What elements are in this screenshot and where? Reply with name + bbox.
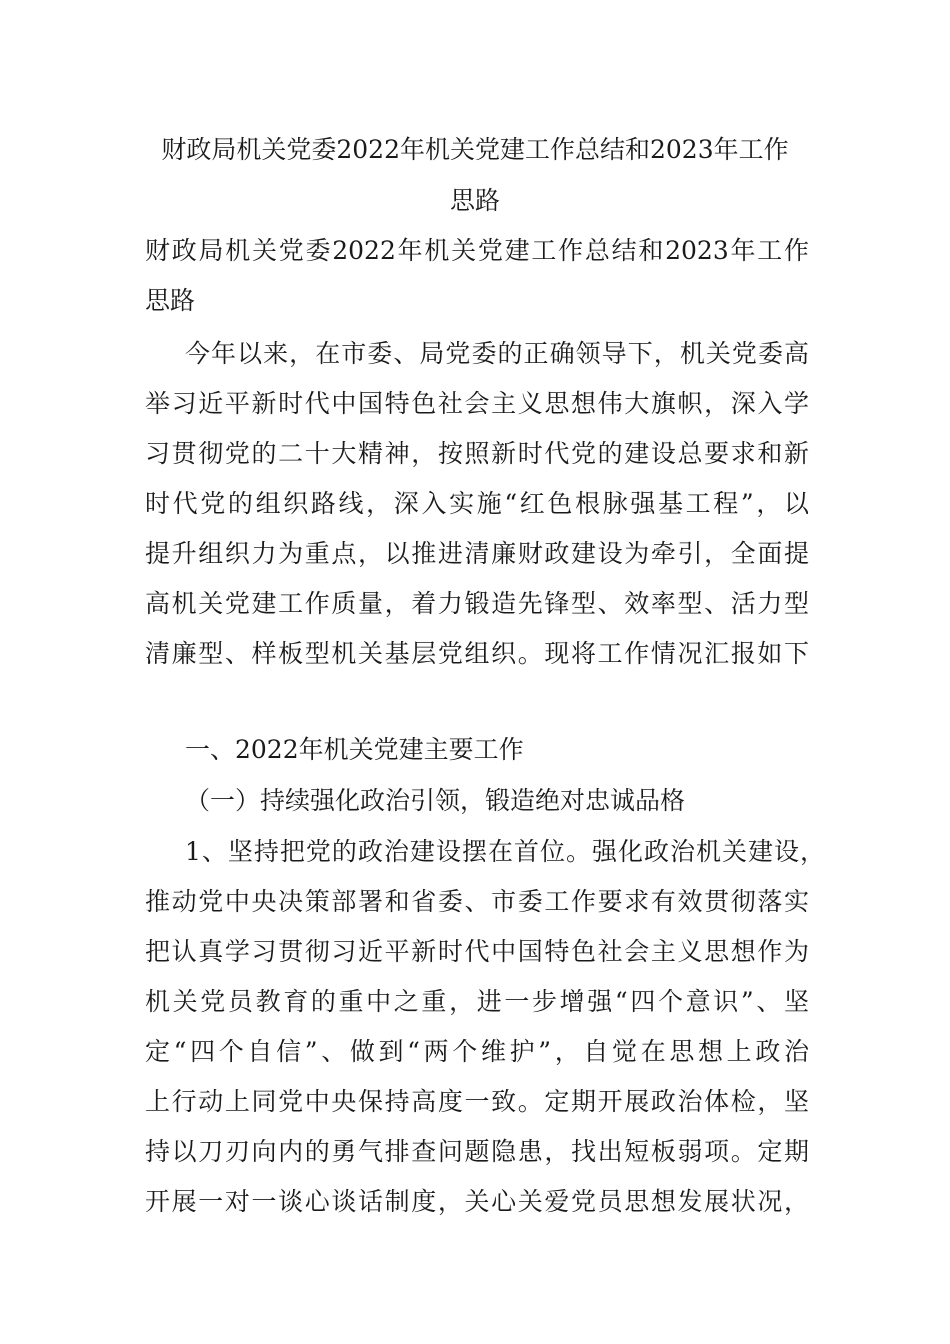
document-subtitle-line-1: 财政局机关党委2022年机关党建工作总结和2023年工作 bbox=[145, 236, 809, 265]
intro-line: 提升组织力为重点，以推进清廉财政建设为牵引，全面提 bbox=[145, 539, 809, 568]
intro-line: 时代党的组织路线，深入实施“红色根脉强基工程”，以 bbox=[145, 489, 809, 518]
paragraph-line: 上行动上同党中央保持高度一致。定期开展政治体检，坚 bbox=[145, 1087, 809, 1116]
intro-line: 高机关党建工作质量，着力锻造先锋型、效率型、活力型 bbox=[145, 589, 809, 618]
paragraph-line: 定“四个自信”、做到“两个维护”，自觉在思想上政治 bbox=[145, 1037, 809, 1066]
paragraph-line: 把认真学习贯彻习近平新时代中国特色社会主义思想作为 bbox=[145, 937, 809, 966]
document-title-line-1: 财政局机关党委2022年机关党建工作总结和2023年工作 bbox=[161, 135, 789, 164]
paragraph-line: 持以刀刃向内的勇气排查问题隐患，找出短板弱项。定期 bbox=[145, 1137, 809, 1166]
paragraph-line: 开展一对一谈心谈话制度，关心关爱党员思想发展状况， bbox=[145, 1187, 809, 1216]
intro-line: 清廉型、样板型机关基层党组织。现将工作情况汇报如下 bbox=[145, 639, 809, 668]
paragraph-line: 推动党中央决策部署和省委、市委工作要求有效贯彻落实 bbox=[145, 887, 809, 916]
section-heading: 一、2022年机关党建主要工作 bbox=[185, 735, 524, 764]
subsection-heading: （一）持续强化政治引领，锻造绝对忠诚品格 bbox=[185, 786, 686, 815]
intro-line: 今年以来，在市委、局党委的正确领导下，机关党委高 bbox=[185, 339, 809, 368]
document-subtitle-line-2: 思路 bbox=[145, 286, 196, 315]
paragraph-line: 机关党员教育的重中之重，进一步增强“四个意识”、坚 bbox=[145, 987, 809, 1016]
document-title-line-2: 思路 bbox=[449, 186, 500, 215]
intro-line: 举习近平新时代中国特色社会主义思想伟大旗帜，深入学 bbox=[145, 389, 809, 418]
paragraph-line: 1、坚持把党的政治建设摆在首位。强化政治机关建设， bbox=[185, 837, 825, 866]
intro-line: 习贯彻党的二十大精神，按照新时代党的建设总要求和新 bbox=[145, 439, 809, 468]
